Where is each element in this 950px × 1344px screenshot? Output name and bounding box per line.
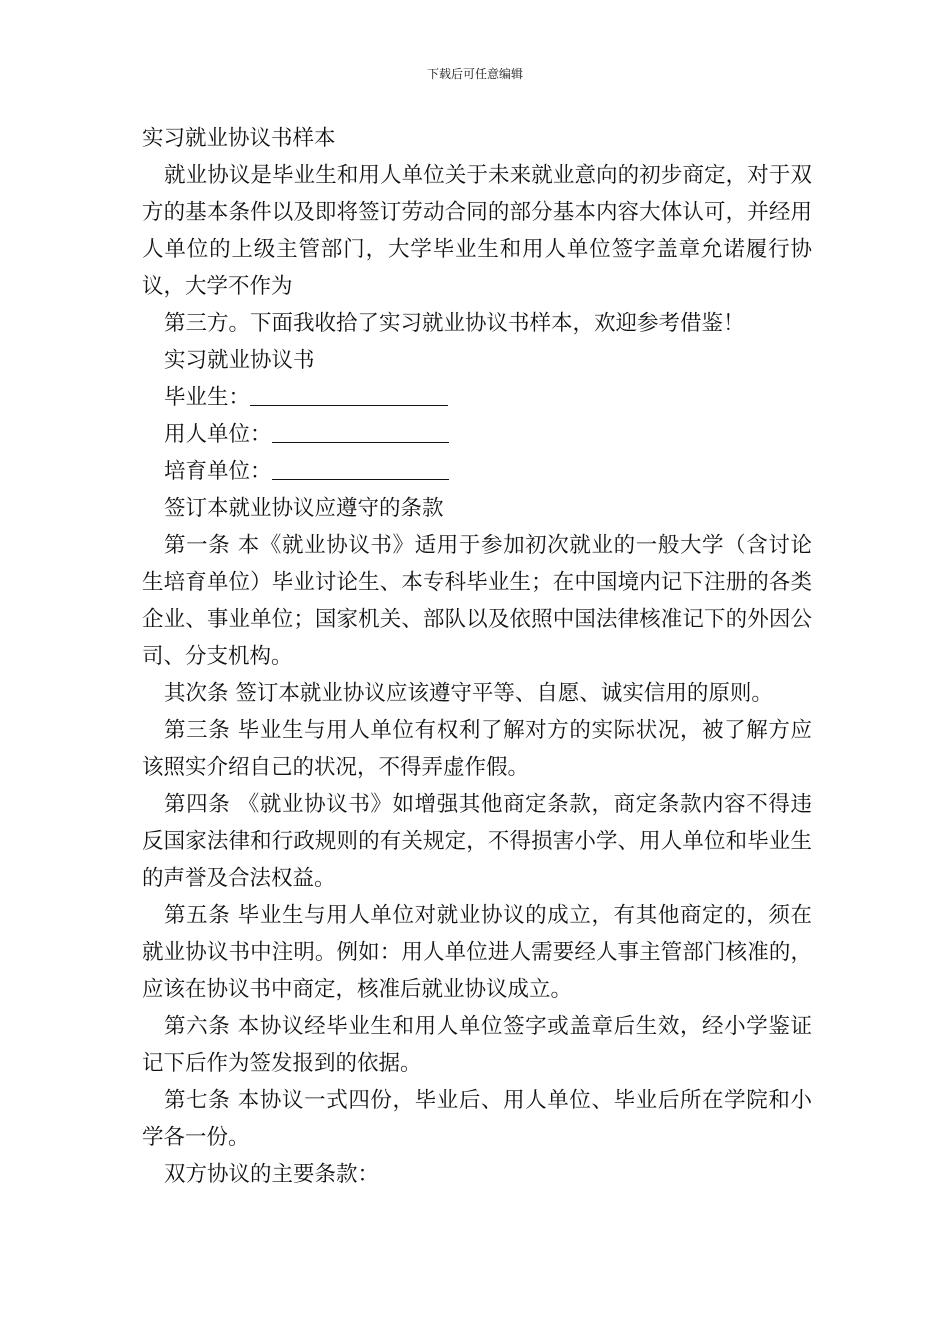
- terms-heading: 签订本就业协议应遵守的条款: [164, 496, 444, 521]
- document-body: [142, 120, 812, 1193]
- article-3: 第三条 毕业生与用人单位有权利了解对方的实际状况，被了解方应该照实介绍自己的状况，不得弄虚作假。: [142, 718, 812, 780]
- article-5: 第五条 毕业生与用人单位对就业协议的成立，有其他商定的，须在就业协议书中注明。例如：用人单位进人需要经人事主管部门核准的，应该在协议书中商定，核准后就业协议成立。: [142, 903, 812, 1002]
- graduate-blank: [250, 383, 448, 406]
- training-unit-label: 培育单位：: [164, 459, 272, 484]
- graduate-field: [142, 379, 812, 416]
- agreement-subtitle: 实习就业协议书: [164, 348, 315, 373]
- page-header-note: 下载后可任意编辑: [426, 67, 523, 81]
- article-1: 第一条 本《就业协议书》适用于参加初次就业的一般大学（含讨论生培育单位）毕业讨论生、本专科毕业生；在中国境内记下注册的各类企业、事业单位；国家机关、部队以及依照中国法律核准记下的外因公司、分支机构。: [142, 533, 812, 669]
- document-title: 实习就业协议书样本: [142, 126, 336, 151]
- graduate-label: 毕业生：: [164, 385, 251, 410]
- employer-label: 用人单位：: [164, 422, 272, 447]
- intro-paragraph: 就业协议是毕业生和用人单位关于未来就业意向的初步商定，对于双方的基本条件以及即将签订劳动合同的部分基本内容大体认可，并经用人单位的上级主管部门，大学毕业生和用人单位签字盖章允诺履行协议，大学不作为: [142, 163, 812, 299]
- article-7: 第七条 本协议一式四份，毕业后、用人单位、毕业后所在学院和小学各一份。: [142, 1088, 812, 1150]
- training-unit-field: [142, 453, 812, 490]
- article-6: 第六条 本协议经毕业生和用人单位签字或盖章后生效，经小学鉴证记下后作为签发报到的依据。: [142, 1014, 812, 1076]
- training-unit-blank: [272, 457, 449, 480]
- main-terms-heading: 双方协议的主要条款：: [164, 1162, 380, 1187]
- article-4: 第四条 《就业协议书》如增强其他商定条款，商定条款内容不得违反国家法律和行政规则的有关规定，不得损害小学、用人单位和毕业生的声誉及合法权益。: [142, 792, 812, 891]
- employer-field: [142, 416, 812, 453]
- employer-blank: [272, 420, 449, 443]
- article-2: 其次条 签订本就业协议应该遵守平等、自愿、诚实信用的原则。: [164, 681, 773, 706]
- intro-continuation: 第三方。下面我收拾了实习就业协议书样本，欢迎参考借鉴！: [164, 311, 745, 336]
